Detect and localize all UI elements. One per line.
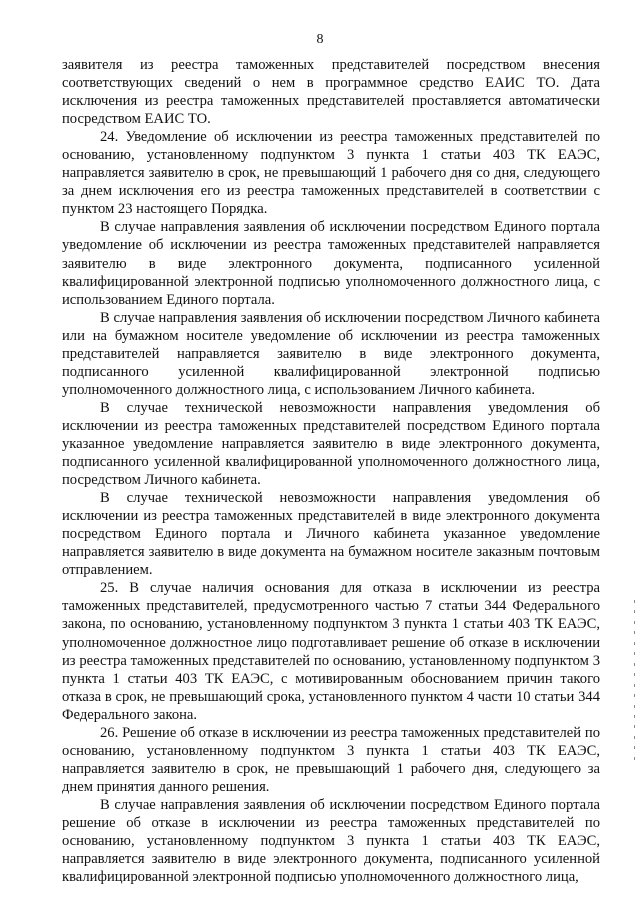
paragraph-postal-notice: В случае технической невозможности направления уведомления об исключении из реестра таможенных представителей в виде электронного документа посредством Единого портала и Личного кабинета указанное уведомление направляется заявителю в виде документа на бумажном носителе заказным почтовым отправлением. — [62, 490, 600, 579]
document-body — [62, 56, 600, 886]
paragraph-unified-portal-notice: В случае направления заявления об исключении посредством Единого портала уведомление об исключении из реестра таможенных представителей направляется заявителю в виде электронного документа, подписанного усиленной квалифицированной электронной подписью уполномоченного должностного лица, с использованием Единого портала. — [62, 219, 600, 308]
page-number: 8 — [316, 32, 324, 47]
paragraph-item-24: 24. Уведомление об исключении из реестра таможенных представителей по основанию, установленному подпунктом 3 пункта 1 статьи 403 ТК ЕАЭС, направляется заявителю в срок, не превышающий 1 рабочего дня со дня, следующего за днем исключения его из реестра таможенных представителей в соответствии с пунктом 23 настоящего Порядка. — [62, 129, 600, 218]
paragraph-portal-unavailable: В случае технической невозможности направления уведомления об исключении из реестра таможенных представителей посредством Единого портала указанное уведомление направляется заявителю в виде электронного документа, подписанного усиленной квалифицированной уполномоченного должностного лица, посредством Личного кабинета. — [62, 399, 600, 489]
paragraph-item-25: 25. В случае наличия основания для отказа в исключении из реестра таможенных представителей, предусмотренного частью 7 статьи 344 Федерального закона, по основанию, установленному подпунктом 3 пункта 1 статьи 403 ТК ЕАЭС, уполномоченное должностное лицо подготавливает решение об отказе в исключении из реестра таможенных представителей по основанию, установленному подпунктом 3 пункта 1 статьи 403 ТК ЕАЭС, с мотивированным обоснованием причин такого отказа в срок, не превышающий срока, установленного пунктом 4 части 10 статьи 344 Федерального закона. — [62, 580, 600, 723]
paragraph-item-26: 26. Решение об отказе в исключении из реестра таможенных представителей по основанию, установленному подпунктом 3 пункта 1 статьи 403 ТК ЕАЭС, направляется заявителю в срок, не превышающий 1 рабочего дня, следующего за днем принятия данного решения. — [62, 724, 600, 795]
scan-margin-mark — [633, 600, 636, 760]
paragraph-continuation: заявителя из реестра таможенных представителей посредством внесения соответствующих сведений о нем в программное средство ЕАИС ТО. Дата исключения из реестра таможенных представителей проставляется автоматически посредством ЕАИС ТО. — [62, 57, 600, 128]
paragraph-personal-account-notice: В случае направления заявления об исключении посредством Личного кабинета или на бумажном носителе уведомление об исключении из реестра таможенных представителей направляется заявителю в виде электронного документа, подписанного усиленной квалифицированной электронной подписью уполномоченного должностного лица, с использованием Личного кабинета. — [62, 309, 600, 398]
paragraph-refusal-portal: В случае направления заявления об исключении посредством Единого портала решение об отказе в исключении из реестра таможенных представителей по основанию, установленному подпунктом 3 пункта 1 статьи 403 ТК ЕАЭС, направляется заявителю в виде электронного документа, подписанного усиленной квалифицированной электронной подписью уполномоченного должностного лица, — [62, 796, 600, 886]
